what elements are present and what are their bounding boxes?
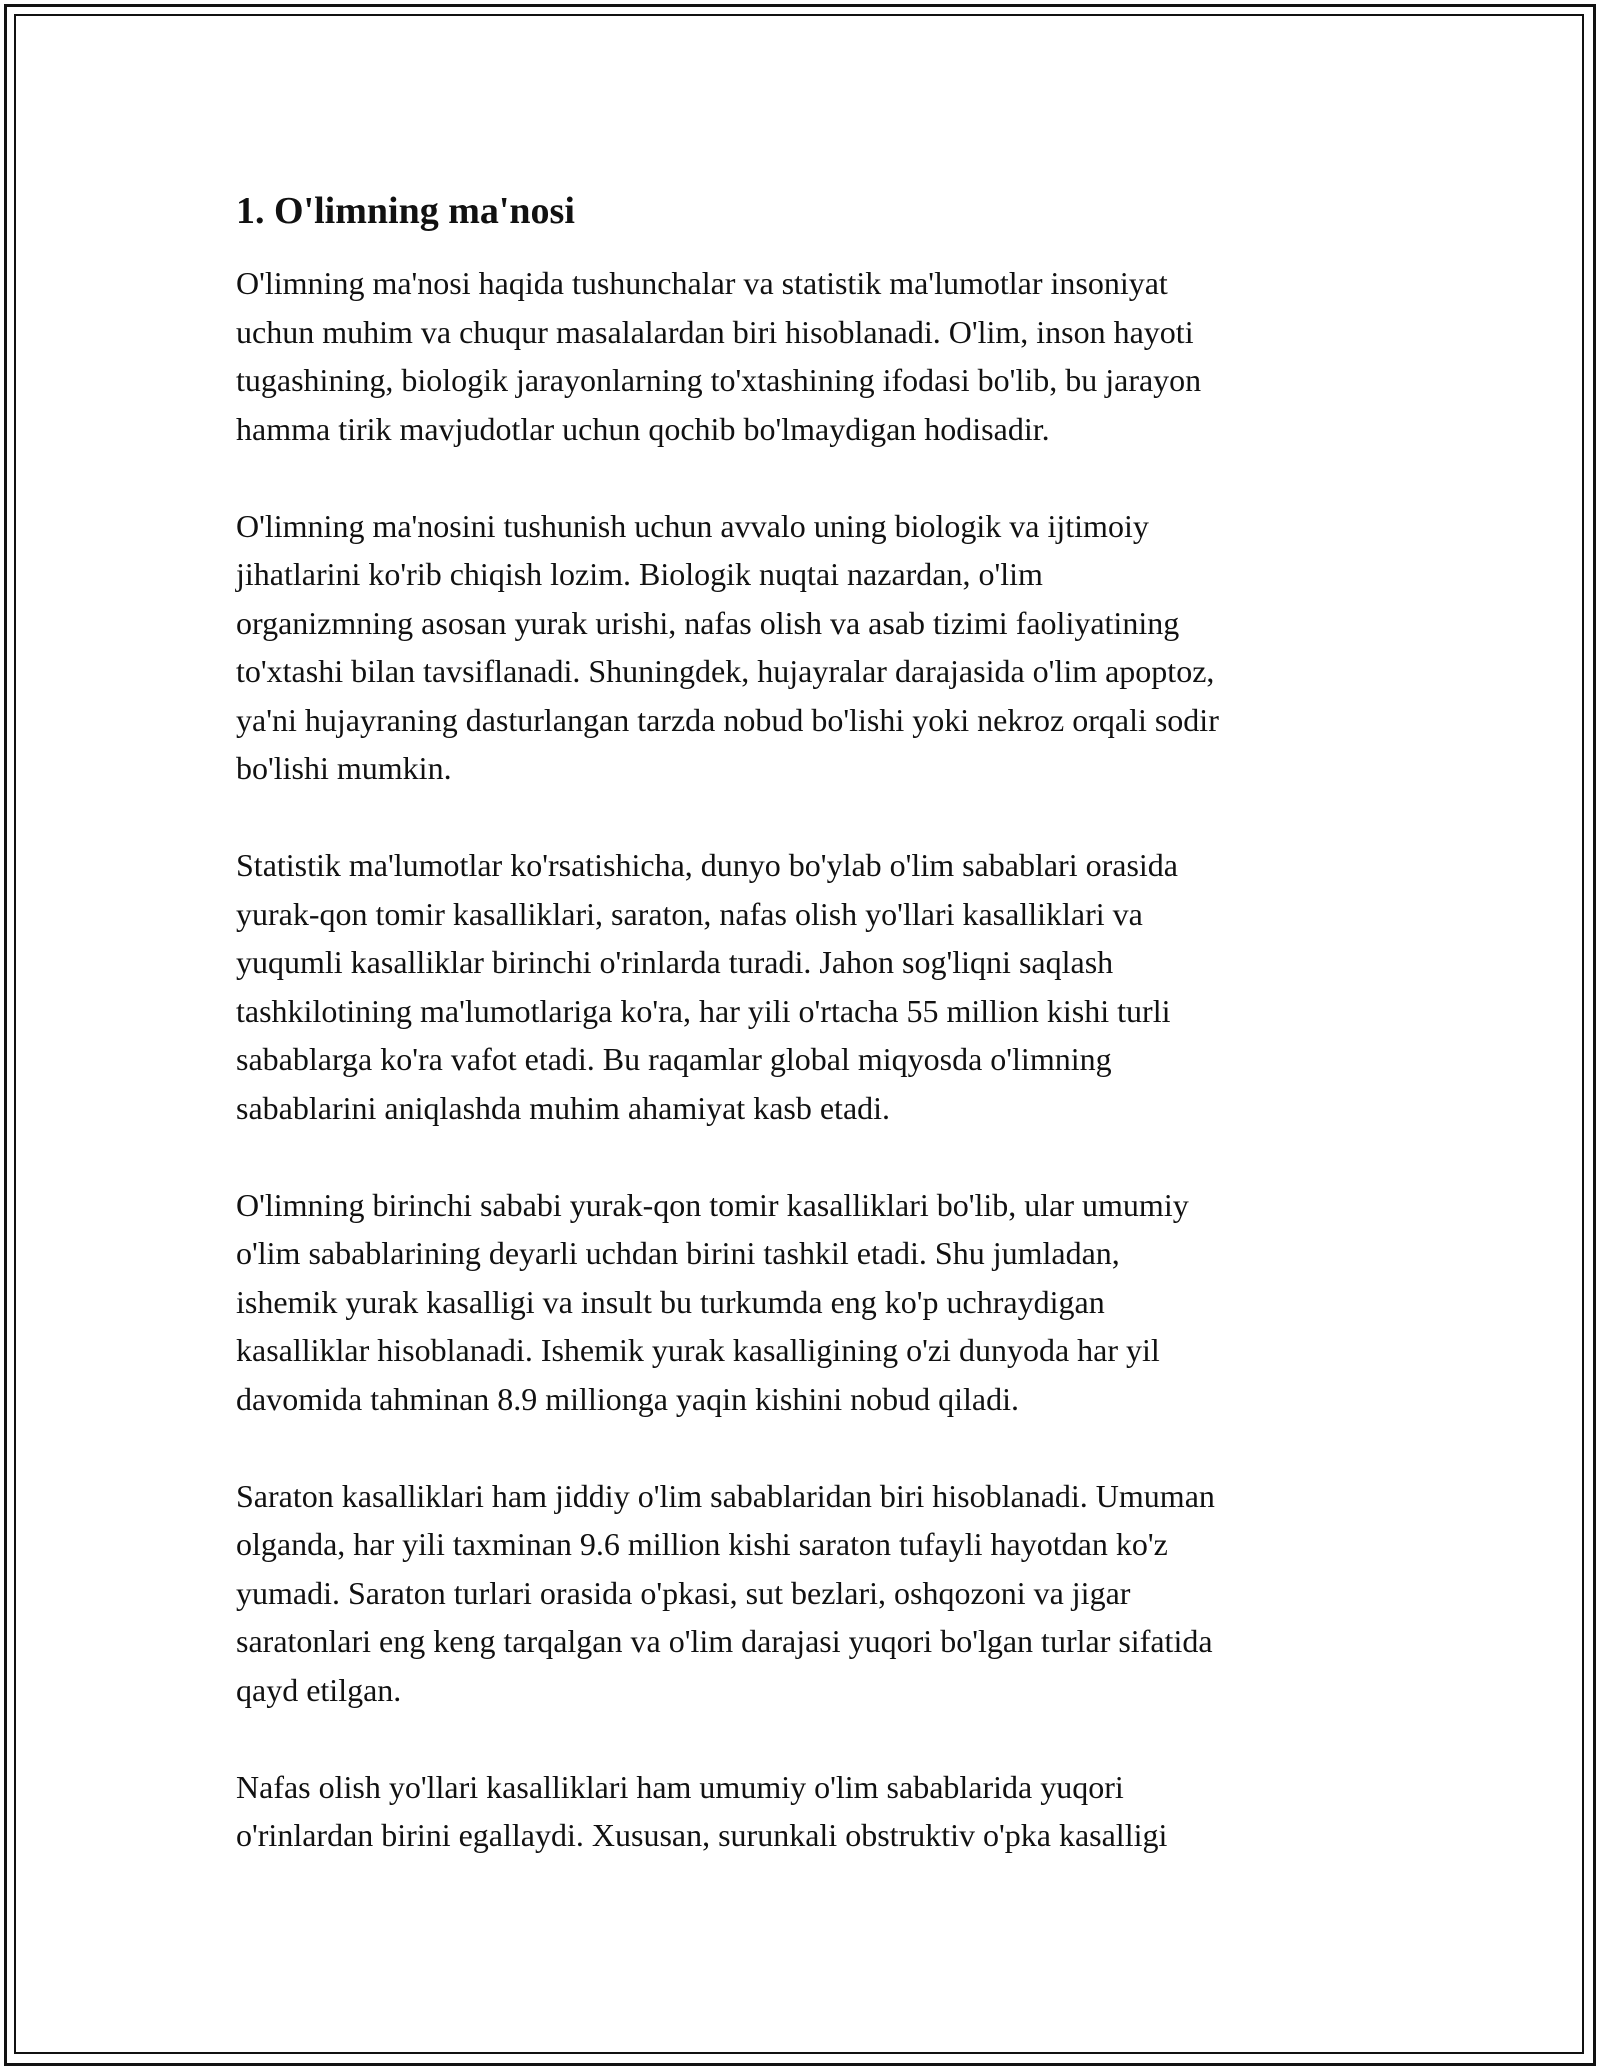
paragraph <box>236 259 1366 453</box>
section-heading: 1. O'limning ma'nosi <box>236 190 575 232</box>
paragraph-line: sabablarini aniqlashda muhim ahamiyat kasb etadi. <box>236 1089 891 1126</box>
paragraph-line: bo'lishi mumkin. <box>236 750 452 786</box>
paragraph-line: Saraton kasalliklari ham jiddiy o'lim sabablaridan biri hisoblanadi. Umuman <box>236 1477 1215 1514</box>
paragraph-line: o'rinlardan birini egallaydi. Xususan, surunkali obstruktiv o'pka kasalligi <box>236 1817 1168 1853</box>
paragraph <box>236 1181 1366 1424</box>
paragraph-line: ishemik yurak kasalligi va insult bu turkumda eng ko'p uchraydigan <box>236 1283 1105 1320</box>
paragraph-line: saratonlari eng keng tarqalgan va o'lim darajasi yuqori bo'lgan turlar sifatida <box>236 1623 1213 1659</box>
paragraph-line: kasalliklar hisoblanadi. Ishemik yurak kasalligining o'zi dunyoda har yil <box>236 1332 1160 1368</box>
paragraph-line: O'limning ma'nosini tushunish uchun avvalo uning biologik va ijtimoiy <box>236 507 1149 544</box>
paragraph-line: uchun muhim va chuqur masalalardan biri hisoblanadi. O'lim, inson hayoti <box>236 313 1194 350</box>
paragraph-line: organizmning asosan yurak urishi, nafas olish va asab tizimi faoliyatining <box>236 604 1180 641</box>
paragraph-line: yumadi. Saraton turlari orasida o'pkasi, sut bezlari, oshqozoni va jigar <box>236 1574 1131 1611</box>
paragraph <box>236 1472 1366 1715</box>
paragraph-line: tashkilotining ma'lumotlariga ko'ra, har yili o'rtacha 55 million kishi turli <box>236 992 1171 1029</box>
paragraph <box>236 502 1366 793</box>
paragraph-line: yuqumli kasalliklar birinchi o'rinlarda turadi. Jahon sog'liqni saqlash <box>236 944 1114 980</box>
paragraph-line: Nafas olish yo'llari kasalliklari ham umumiy o'lim sabablarida yuqori <box>236 1768 1124 1805</box>
paragraph <box>236 841 1366 1132</box>
paragraph-line: ya'ni hujayraning dasturlangan tarzda nobud bo'lishi yoki nekroz orqali sodir <box>236 701 1219 738</box>
paragraph-line: jihatlarini ko'rib chiqish lozim. Biologik nuqtai nazardan, o'lim <box>236 556 1043 592</box>
paragraph-line: hamma tirik mavjudotlar uchun qochib bo'lmaydigan hodisadir. <box>236 410 1050 447</box>
paragraph-line: to'xtashi bilan tavsiflanadi. Shuningdek, hujayralar darajasida o'lim apoptoz, <box>236 653 1215 689</box>
paragraph-line: Statistik ma'lumotlar ko'rsatishicha, dunyo bo'ylab o'lim sabablari orasida <box>236 847 1178 883</box>
paragraph-line: O'limning birinchi sababi yurak-qon tomir kasalliklari bo'lib, ular umumiy <box>236 1186 1189 1223</box>
paragraph-line: tugashining, biologik jarayonlarning to'xtashining ifodasi bo'lib, bu jarayon <box>236 362 1202 398</box>
paragraph <box>236 1763 1366 1860</box>
paragraph-line: O'limning ma'nosi haqida tushunchalar va statistik ma'lumotlar insoniyat <box>236 265 1168 301</box>
paragraph-line: yurak-qon tomir kasalliklari, saraton, nafas olish yo'llari kasalliklari va <box>236 895 1143 932</box>
paragraph-line: o'lim sabablarining deyarli uchdan birini tashkil etadi. Shu jumladan, <box>236 1235 1120 1271</box>
paragraph-list <box>236 259 1366 1860</box>
paragraph-line: sabablarga ko'ra vafot etadi. Bu raqamlar global miqyosda o'limning <box>236 1041 1112 1077</box>
paragraph-line: olganda, har yili taxminan 9.6 million kishi saraton tufayli hayotdan ko'z <box>236 1526 1168 1562</box>
document-body <box>236 186 1366 1908</box>
paragraph-line: davomida tahminan 8.9 millionga yaqin kishini nobud qiladi. <box>236 1380 1020 1417</box>
paragraph-line: qayd etilgan. <box>236 1671 402 1708</box>
